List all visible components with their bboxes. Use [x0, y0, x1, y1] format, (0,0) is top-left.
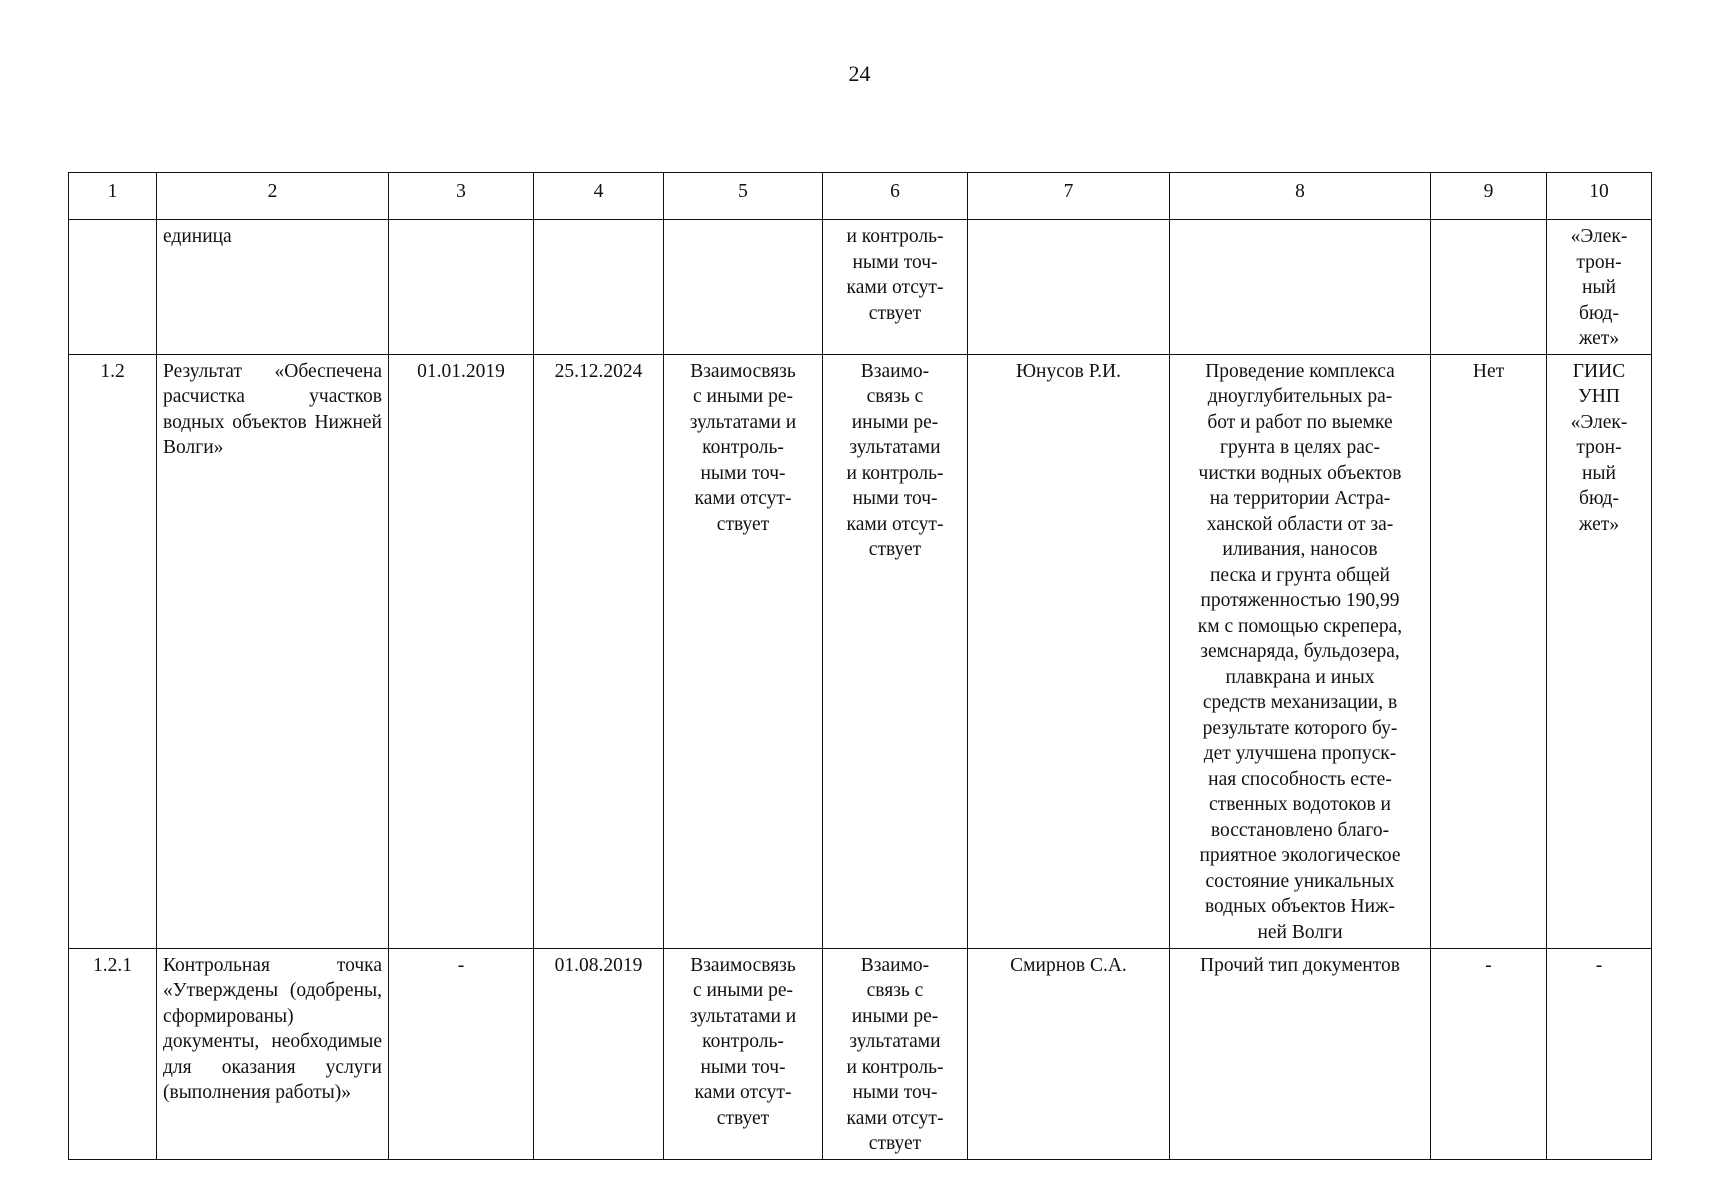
relation-cell: Взаимо- связь с иными ре- зультатами и контроль- ными точ- ками отсут- ствует	[823, 354, 968, 948]
column-header: 10	[1547, 173, 1652, 220]
table-row	[69, 354, 1652, 948]
results-table	[68, 172, 1652, 1160]
column-header: 4	[534, 173, 664, 220]
table-row	[69, 948, 1652, 1159]
relation-cell: Взаимо- связь с иными ре- зультатами и контроль- ными точ- ками отсут- ствует	[823, 948, 968, 1159]
table-row	[69, 220, 1652, 355]
row-number-cell: 1.2	[69, 354, 157, 948]
relation-cell: Взаимосвязь с иными ре- зультатами и контроль- ными точ- ками отсут- ствует	[664, 948, 823, 1159]
table-header-row	[69, 173, 1652, 220]
column-header: 7	[968, 173, 1170, 220]
description-cell: Проведение комплекса дноуглубительных ра- бот и работ по выемке грунта в целях рас- чистки водных объектов на территории Астра- ханской области от за- иливания, наносов песка и грунта общей протяженностью 190,99 км с помощью скрепера, земснаряда, бульдозера, плавкрана и иных средств механизации, в результате которого бу- дет улучшена пропуск- ная способность есте- ственных водотоков и восстановлено благо- приятное экологическое состояние уникальных водных объектов Ниж- ней Волги	[1170, 354, 1431, 948]
system-cell: «Элек- трон- ный бюд- жет»	[1547, 220, 1652, 355]
end-date-cell	[534, 220, 664, 355]
system-cell: -	[1547, 948, 1652, 1159]
row-name-cell: Контрольная точка «Утверждены (одобрены, сформированы) документы, необходимые для оказания услуги (выполнения работы)»	[157, 948, 389, 1159]
review-cell: Нет	[1431, 354, 1547, 948]
responsible-cell: Смирнов С.А.	[968, 948, 1170, 1159]
start-date-cell: -	[389, 948, 534, 1159]
responsible-cell	[968, 220, 1170, 355]
end-date-cell: 01.08.2019	[534, 948, 664, 1159]
column-header: 8	[1170, 173, 1431, 220]
responsible-cell: Юнусов Р.И.	[968, 354, 1170, 948]
start-date-cell: 01.01.2019	[389, 354, 534, 948]
row-name-cell: Результат «Обеспечена расчистка участков водных объектов Нижней Волги»	[157, 354, 389, 948]
relation-cell: и контроль- ными точ- ками отсут- ствует	[823, 220, 968, 355]
relation-cell	[664, 220, 823, 355]
column-header: 3	[389, 173, 534, 220]
review-cell	[1431, 220, 1547, 355]
column-header: 5	[664, 173, 823, 220]
row-number-cell: 1.2.1	[69, 948, 157, 1159]
description-cell: Прочий тип документов	[1170, 948, 1431, 1159]
column-header: 9	[1431, 173, 1547, 220]
end-date-cell: 25.12.2024	[534, 354, 664, 948]
start-date-cell	[389, 220, 534, 355]
column-header: 6	[823, 173, 968, 220]
page-number: 24	[848, 61, 871, 86]
row-name-cell: единица	[157, 220, 389, 355]
relation-cell: Взаимосвязь с иными ре- зультатами и контроль- ными точ- ками отсут- ствует	[664, 354, 823, 948]
column-header: 2	[157, 173, 389, 220]
system-cell: ГИИС УНП «Элек- трон- ный бюд- жет»	[1547, 354, 1652, 948]
row-number-cell	[69, 220, 157, 355]
column-header: 1	[69, 173, 157, 220]
review-cell: -	[1431, 948, 1547, 1159]
description-cell	[1170, 220, 1431, 355]
